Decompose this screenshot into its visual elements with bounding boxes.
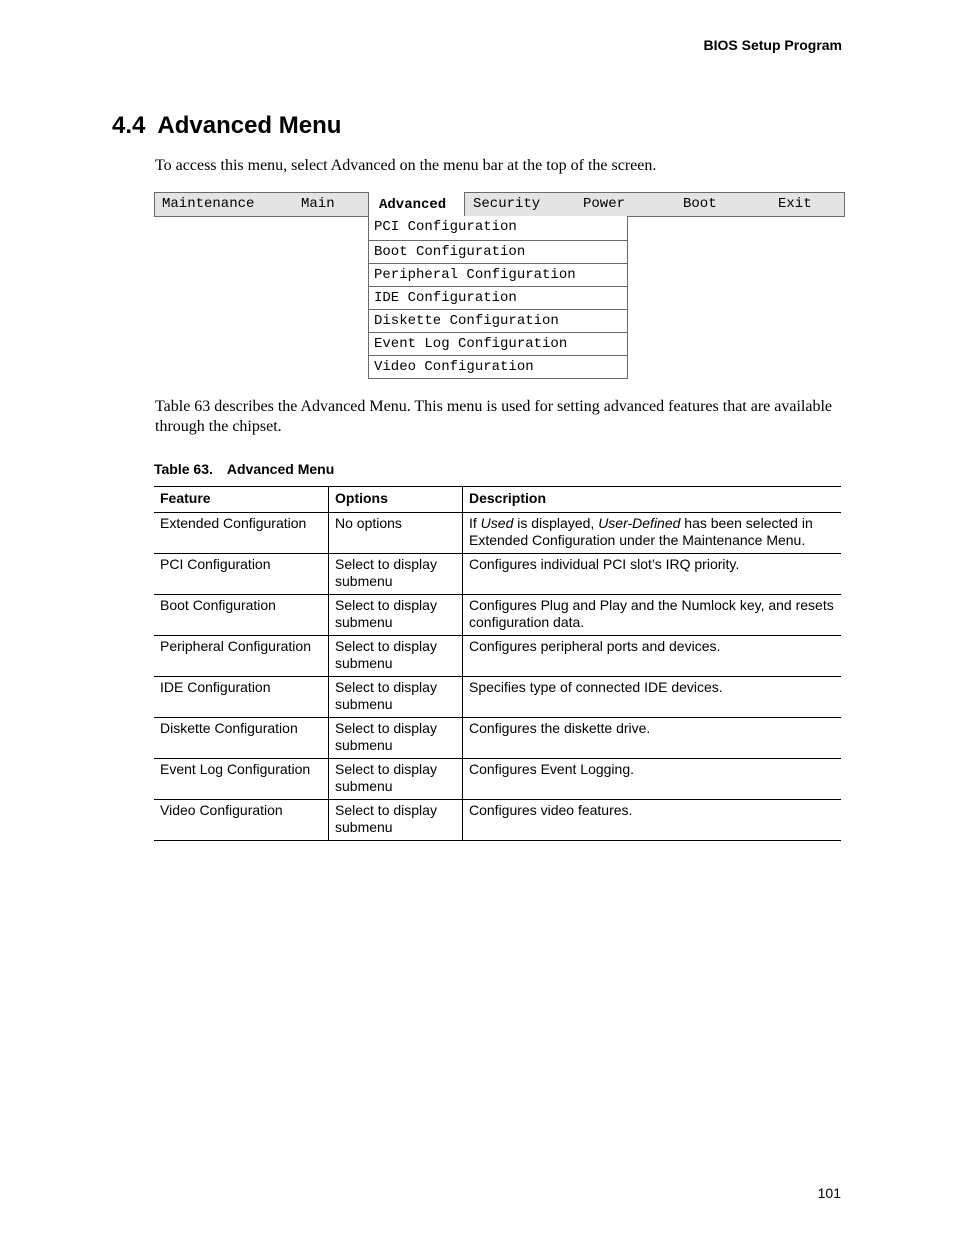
cell-options: Select to display submenu [329,759,463,800]
cell-description [463,718,842,759]
cell-description [463,513,842,554]
cell-options: Select to display submenu [329,636,463,677]
table-body [154,513,841,841]
description-text: has been selected in Extended Configuration under the Maintenance Menu. [469,515,813,548]
section-number: 4.4 [112,112,146,139]
table-row [154,595,841,636]
cell-options: Select to display submenu [329,677,463,718]
cell-feature: Extended Configuration [154,513,329,554]
table-row [154,636,841,677]
description-text: Configures Plug and Play and the Numlock key, and resets configuration data. [469,597,834,630]
cell-description [463,595,842,636]
table-row [154,800,841,841]
cell-options: Select to display submenu [329,718,463,759]
cell-options: No options [329,513,463,554]
section-title-text: Advanced Menu [157,112,342,139]
header-feature: Feature [154,487,329,513]
description-text: If [469,515,481,531]
cell-feature: Video Configuration [154,800,329,841]
bios-menu-bar [154,192,845,217]
description-text: Configures peripheral ports and devices. [469,638,721,654]
submenu-item-event-log-configuration[interactable]: Event Log Configuration [369,333,627,356]
table-caption [154,461,334,477]
cell-options: Select to display submenu [329,554,463,595]
cell-feature: Boot Configuration [154,595,329,636]
cell-description [463,677,842,718]
menu-tab-power[interactable]: Power [583,196,626,212]
header-options: Options [329,487,463,513]
menu-tab-maintenance[interactable]: Maintenance [162,196,255,212]
table-row [154,759,841,800]
menu-tab-exit[interactable]: Exit [778,196,812,212]
description-emphasis: User-Defined [598,515,681,531]
page-number: 101 [817,1185,841,1201]
cell-options: Select to display submenu [329,595,463,636]
submenu-item-peripheral-configuration[interactable]: Peripheral Configuration [369,264,627,287]
table-row [154,554,841,595]
section-title [112,112,341,140]
cell-description [463,800,842,841]
cell-description [463,759,842,800]
header-description: Description [463,487,842,513]
description-text: Configures individual PCI slot’s IRQ priority. [469,556,740,572]
description-text: Configures Event Logging. [469,761,634,777]
cell-description [463,636,842,677]
description-text: is displayed, [513,515,599,531]
submenu-item-ide-configuration[interactable]: IDE Configuration [369,287,627,310]
cell-options: Select to display submenu [329,800,463,841]
cell-feature: Event Log Configuration [154,759,329,800]
intro-text: To access this menu, select Advanced on the menu bar at the top of the screen. [155,157,657,174]
menu-tab-boot[interactable]: Boot [683,196,717,212]
description-paragraph: Table 63 describes the Advanced Menu. This menu is used for setting advanced features that are available through the chipset. [155,398,833,435]
cell-feature: IDE Configuration [154,677,329,718]
description-text: Specifies type of connected IDE devices. [469,679,723,695]
cell-description [463,554,842,595]
menu-tab-main[interactable]: Main [301,196,335,212]
cell-feature: Peripheral Configuration [154,636,329,677]
running-header: BIOS Setup Program [703,37,842,53]
cell-feature: PCI Configuration [154,554,329,595]
table-caption-number: Table 63. [154,461,213,477]
table-caption-title: Advanced Menu [226,461,335,477]
advanced-menu-table [154,486,841,841]
table-header-row [154,487,841,513]
table-row [154,677,841,718]
menu-tab-security[interactable]: Security [473,196,541,212]
submenu-item-pci-configuration[interactable]: PCI Configuration [369,216,627,241]
submenu-item-diskette-configuration[interactable]: Diskette Configuration [369,310,627,333]
description-text: Configures the diskette drive. [469,720,651,736]
menu-tab-advanced[interactable]: Advanced [368,192,465,216]
table-row [154,513,841,554]
submenu-item-video-configuration[interactable]: Video Configuration [374,359,534,375]
submenu-item-boot-configuration[interactable]: Boot Configuration [369,241,627,264]
table-row [154,718,841,759]
description-text: Configures video features. [469,802,633,818]
advanced-submenu [368,216,628,379]
description-emphasis: Used [480,515,514,531]
cell-feature: Diskette Configuration [154,718,329,759]
